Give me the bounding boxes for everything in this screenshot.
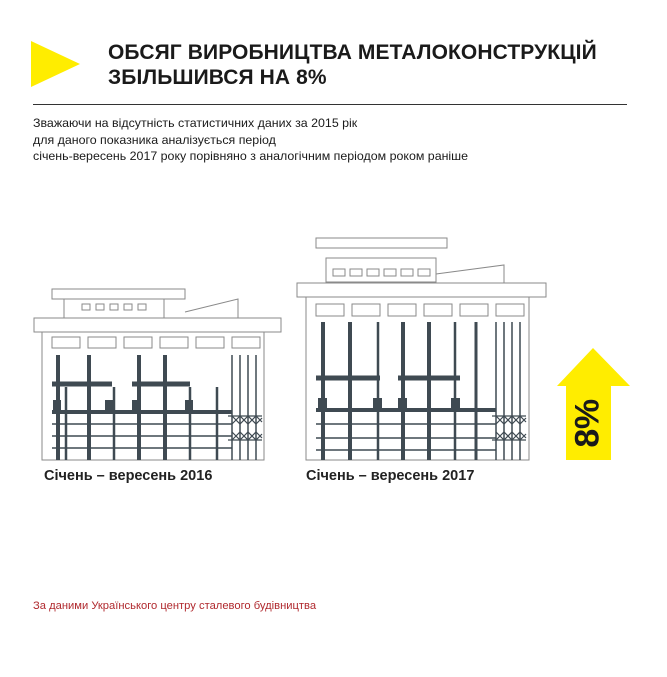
intro-line-2: для даного показника аналізується період bbox=[33, 132, 276, 147]
building-2017-icon bbox=[297, 238, 546, 460]
period-label-2017: Січень – вересень 2017 bbox=[306, 468, 475, 484]
source-note: За даними Українського центру сталевого будівництва bbox=[33, 600, 317, 612]
steel-frame-2017-icon bbox=[316, 322, 526, 460]
growth-percent-value: 8% bbox=[568, 398, 607, 448]
intro-text bbox=[33, 115, 633, 165]
intro-line-3: січень-вересень 2017 року порівняно з аналогічним періодом роком раніше bbox=[33, 149, 469, 163]
title-line-2: ЗБІЛЬШИВСЯ НА 8% bbox=[108, 66, 327, 89]
header-divider bbox=[33, 104, 627, 105]
steel-frame-2016-icon bbox=[52, 355, 262, 460]
building-2016-icon bbox=[34, 289, 281, 460]
header-triangle-icon bbox=[31, 41, 81, 87]
period-label-2016: Січень – вересень 2016 bbox=[44, 468, 213, 484]
page-title bbox=[108, 40, 628, 90]
title-line-1: ОБСЯГ ВИРОБНИЦТВА МЕТАЛОКОНСТРУКЦІЙ bbox=[108, 41, 597, 64]
growth-percent-label bbox=[566, 388, 610, 458]
intro-line-1: Зважаючи на відсутність статистичних даних за 2015 рік bbox=[33, 116, 358, 130]
